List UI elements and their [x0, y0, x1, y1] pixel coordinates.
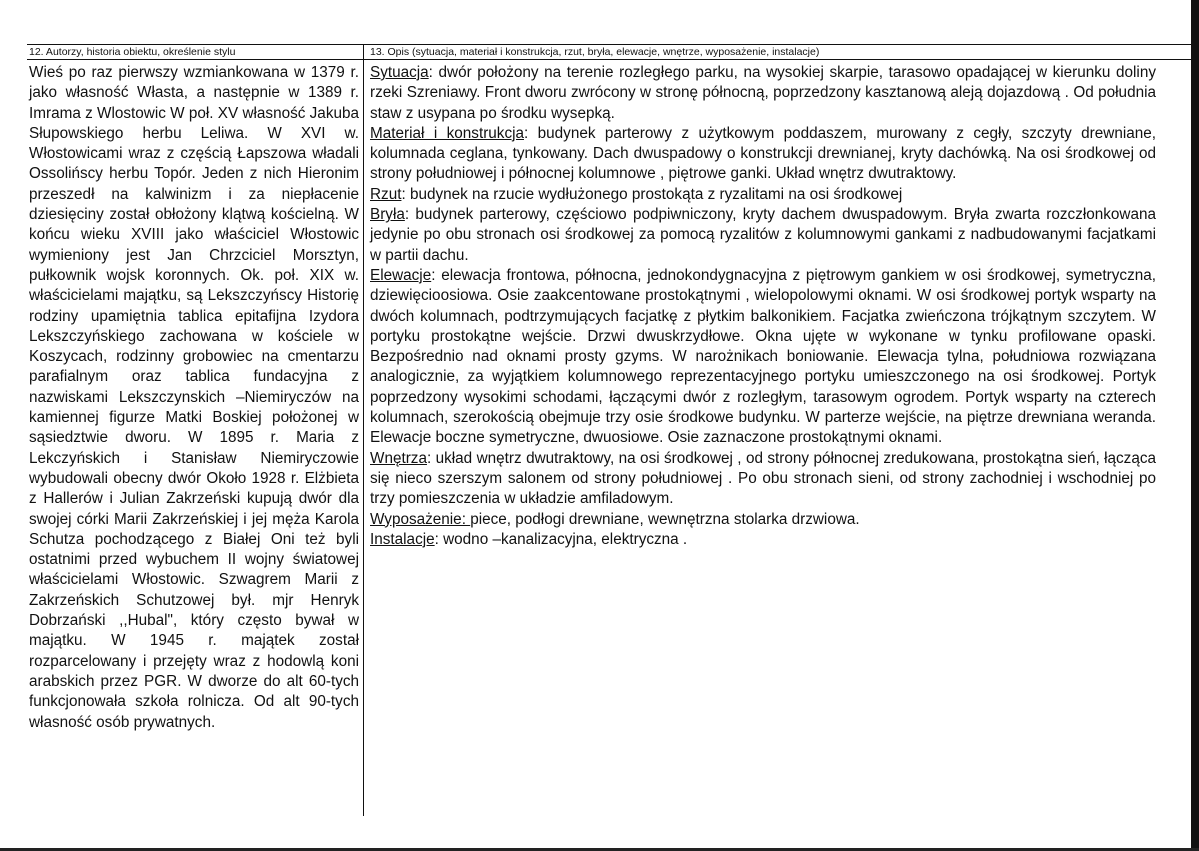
text-wyposazenie: piece, podłogi drewniane, wewnętrzna stolarka drzwiowa. [470, 510, 860, 528]
paragraph-bryla [370, 205, 1156, 266]
column-divider [363, 44, 364, 816]
header-bottom-border [27, 59, 1191, 60]
label-wyposazenie: Wyposażenie: [370, 510, 471, 528]
label-sytuacja: Sytuacja [370, 64, 429, 81]
text-instalacje: : wodno –kanalizacyjna, elektryczna . [434, 530, 688, 548]
paragraph-wyposazenie [370, 510, 1156, 530]
label-elewacje: Elewacje [370, 266, 432, 284]
label-rzut: Rzut [370, 185, 402, 203]
paragraph-instalacje [370, 530, 1156, 550]
label-wnetrza: Wnętrza [370, 449, 427, 467]
history-text: Wieś po raz pierwszy wzmiankowana w 1379 r. jako własność Własta, a następnie w 1389 r. Imrama z Wlostowic W poł. XV własność Jakuba Słupowskiego herbu Leliwa. W XVI w. Włostowicami wraz z częścią Łapszowa władali Ossolińscy herbu Topór. Jeden z nich Hieronim przeszedł na kalwinizm i za niepłacenie dziesięciny został obłożony klątwą kościelną. W końcu wieku XVIII jako właściciel Włostowic wymieniony jest Jan Chrzciciel Morsztyn, pułkownik wojsk koronnych. Ok. poł. XIX w. właścicielami majątku, są Lekszczyńscy Historię rodziny upamiętnia tablica epitafijna Izydora Lekszczyńskiego zachowana w kościele w Koszycach, rodzinny grobowiec na cmentarzu parafialnym oraz tablica fundacyjna z nazwiskami Lekszczynskich –Niemiryczów na kamiennej figurze Matki Boskiej położonej w sąsiedztwie dworu. W 1895 r. Maria z Lekczyńskich i Stanisław Niemiryczowie wybudowali obecny dwór Około 1928 r. Elżbieta z Hallerów i Julian Zakrzeński kupują dwór dla swojej córki Marii Zakrzeńskiej i jej męża Karola Schutza pochodzącego z Białej Oni też byli ostatnimi przed wybuchem II wojny światowej właścicielami Włostowic. Szwagrem Marii z Zakrzeńskich Schutzowej był. mjr Henryk Dobrzański ,,Hubal", który często bywał w majątku. W 1945 r. majątek został rozparcelowany i przejęty wraz z hodowlą koni arabskich przez PGR. W dworze do alt 60-tych funkcjonowała szkoła rolnicza. Od alt 90-tych własność osób prywatnych. [29, 64, 359, 731]
label-bryla: Bryła [370, 206, 405, 224]
section-13-header: 13. Opis (sytuacja, materiał i konstrukcja, rzut, bryła, elewacje, wnętrze, wyposażenie, instalacje) [370, 46, 820, 58]
text-material: : budynek parterowy z użytkowym poddaszem, murowany z cegły, szczyty drewniane, kolumnada ceglana, tynkowany. Dach dwuspadowy o konstrukcji drewnianej, kryty dachówką. Na osi środkowej od strony południowej i północnej kolumnowe , piętrowe ganki. Układ wnętrz dwutraktowy. [370, 124, 1156, 183]
section-12-header: 12. Autorzy, historia obiektu, określenie stylu [29, 46, 236, 58]
paragraph-wnetrza [370, 449, 1156, 510]
scan-edge-right [1191, 0, 1199, 851]
form-sheet [27, 44, 1191, 816]
text-rzut: : budynek na rzucie wydłużonego prostokąta z ryzalitami na osi środkowej [401, 185, 903, 203]
text-wnetrza: : układ wnętrz dwutraktowy, na osi środkowej , od strony północnej zredukowana, prostokątna sień, łącząca się nieco szerszym salonem od strony południowej . Po obu stronach sieni, od strony zachodniej i wschodniej po trzy pomieszczenia w układzie amfiladowym. [370, 449, 1156, 508]
table-top-border [27, 44, 1191, 45]
label-material: Materiał i konstrukcja [370, 124, 524, 142]
text-bryla: : budynek parterowy, częściowo podpiwniczony, kryty dachem dwuspadowym. Bryła zwarta rozczłonkowana jedynie po obu stronach osi środkowej za pomocą ryzalitów z kolumnowymi gankami z nadbudowanymi facjatkami w partii dachu. [370, 206, 1156, 264]
text-elewacje: : elewacja frontowa, północna, jednokondygnacyjna z piętrowym gankiem w osi środkowej, symetryczna, dziewięcioosiowa. Osie zaakcentowane prostokątnymi , wielopolowymi oknami. W osi środkowej portyk wsparty na dwóch kolumnach, podtrzymujących facjatkę z płytkim balkonikiem. Facjatka zwieńczona trójkątnym szczytem. W portyku prostokątne wejście. Drzwi dwuskrzydłowe. Okna ujęte w wykonane w tynku profilowane opaski. Bezpośrednio nad oknami prosty gzyms. W narożnikach boniowanie. Elewacja tylna, południowa rozwiązana analogicznie, za wyjątkiem kolumnowego reprezentacyjnego portyku umieszczonego na osi środkowej. Portyk poprzedzony wysokimi schodami, łączącymi dwór z rozległym, tarasowym ogrodem. Portyk wsparty na czterech kolumnach, szerokością obejmuje trzy osie środkowe budynku. W parterze wejście, na piętrze drewniana weranda. Elewacje boczne symetryczne, dwuosiowe. Osie zaznaczone prostokątnymi oknami. [370, 266, 1156, 447]
label-instalacje: Instalacje [370, 530, 435, 548]
paragraph-material [370, 124, 1156, 185]
paragraph-rzut [370, 185, 1156, 205]
text-sytuacja: : dwór położony na terenie rozległego parku, na wysokiej skarpie, tarasowo opadającej w kierunku doliny rzeki Szreniawy. Front dworu zwrócony w stronę północną, poprzedzony kasztanową aleją dojazdową . Od południa staw z usypana po środku wysepką. [370, 64, 1156, 122]
paragraph-sytuacja [370, 63, 1156, 124]
history-column [29, 63, 359, 733]
paragraph-elewacje [370, 266, 1156, 449]
description-column [370, 63, 1156, 550]
